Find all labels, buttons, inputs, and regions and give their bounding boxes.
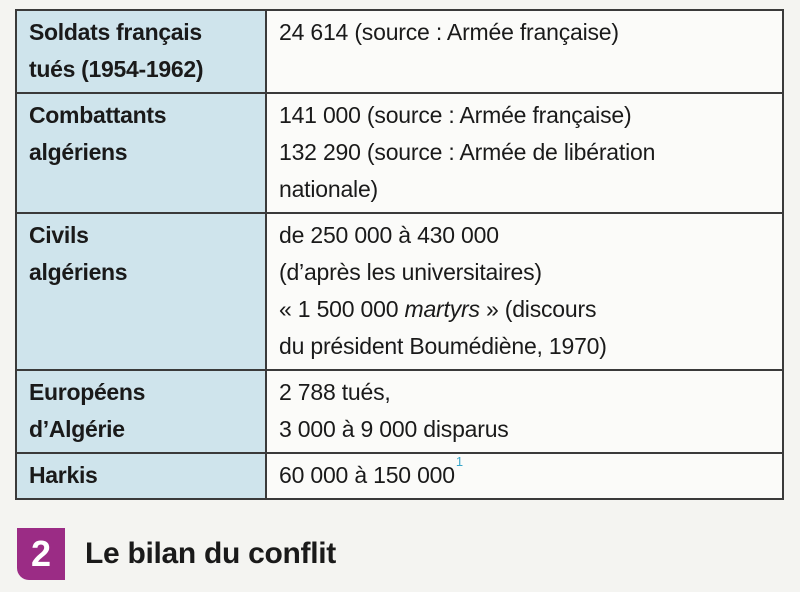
label-line: Européens xyxy=(29,379,146,405)
value-line: 141 000 (source : Armée française) xyxy=(279,102,632,128)
quote-italic: martyrs xyxy=(404,296,480,322)
casualty-table xyxy=(15,9,784,500)
row-value xyxy=(266,213,783,370)
row-label xyxy=(16,453,266,499)
quote-open: « 1 500 000 xyxy=(279,296,405,322)
row-value xyxy=(266,10,783,93)
label-line: algériens xyxy=(29,259,128,285)
casualty-table-container xyxy=(15,9,784,500)
value-line: (d’après les universitaires) xyxy=(279,259,542,285)
quote-close: » (discours xyxy=(479,296,597,322)
row-label xyxy=(16,213,266,370)
value-line: 2 788 tués, xyxy=(279,379,391,405)
value-line: du président Boumédiène, 1970) xyxy=(279,333,607,359)
value-line: 24 614 (source : Armée française) xyxy=(279,19,619,45)
table-row xyxy=(16,93,783,213)
label-line: Soldats français xyxy=(29,19,202,45)
caption-number-badge: 2 xyxy=(17,528,65,580)
row-value xyxy=(266,93,783,213)
label-line: Harkis xyxy=(29,462,98,488)
row-label xyxy=(16,93,266,213)
row-label xyxy=(16,10,266,93)
value-line-quote xyxy=(279,291,770,328)
label-line: algériens xyxy=(29,139,128,165)
row-value xyxy=(266,453,783,499)
caption-title: Le bilan du conflit xyxy=(85,537,336,570)
table-row xyxy=(16,213,783,370)
label-line: tués (1954-1962) xyxy=(29,56,204,82)
label-line: d’Algérie xyxy=(29,416,125,442)
row-label xyxy=(16,370,266,453)
value-line: de 250 000 à 430 000 xyxy=(279,222,499,248)
value-line: 3 000 à 9 000 disparus xyxy=(279,416,509,442)
table-row xyxy=(16,10,783,93)
footnote-marker[interactable]: 1 xyxy=(455,454,463,469)
label-line: Civils xyxy=(29,222,89,248)
table-row xyxy=(16,370,783,453)
label-line: Combattants xyxy=(29,102,167,128)
table-row xyxy=(16,453,783,499)
figure-caption xyxy=(17,528,336,580)
harkis-value: 60 000 à 150 000 xyxy=(279,462,455,488)
value-line: 132 290 (source : Armée de libération xyxy=(279,139,656,165)
row-value xyxy=(266,370,783,453)
value-line: nationale) xyxy=(279,176,379,202)
value-line xyxy=(279,454,770,494)
